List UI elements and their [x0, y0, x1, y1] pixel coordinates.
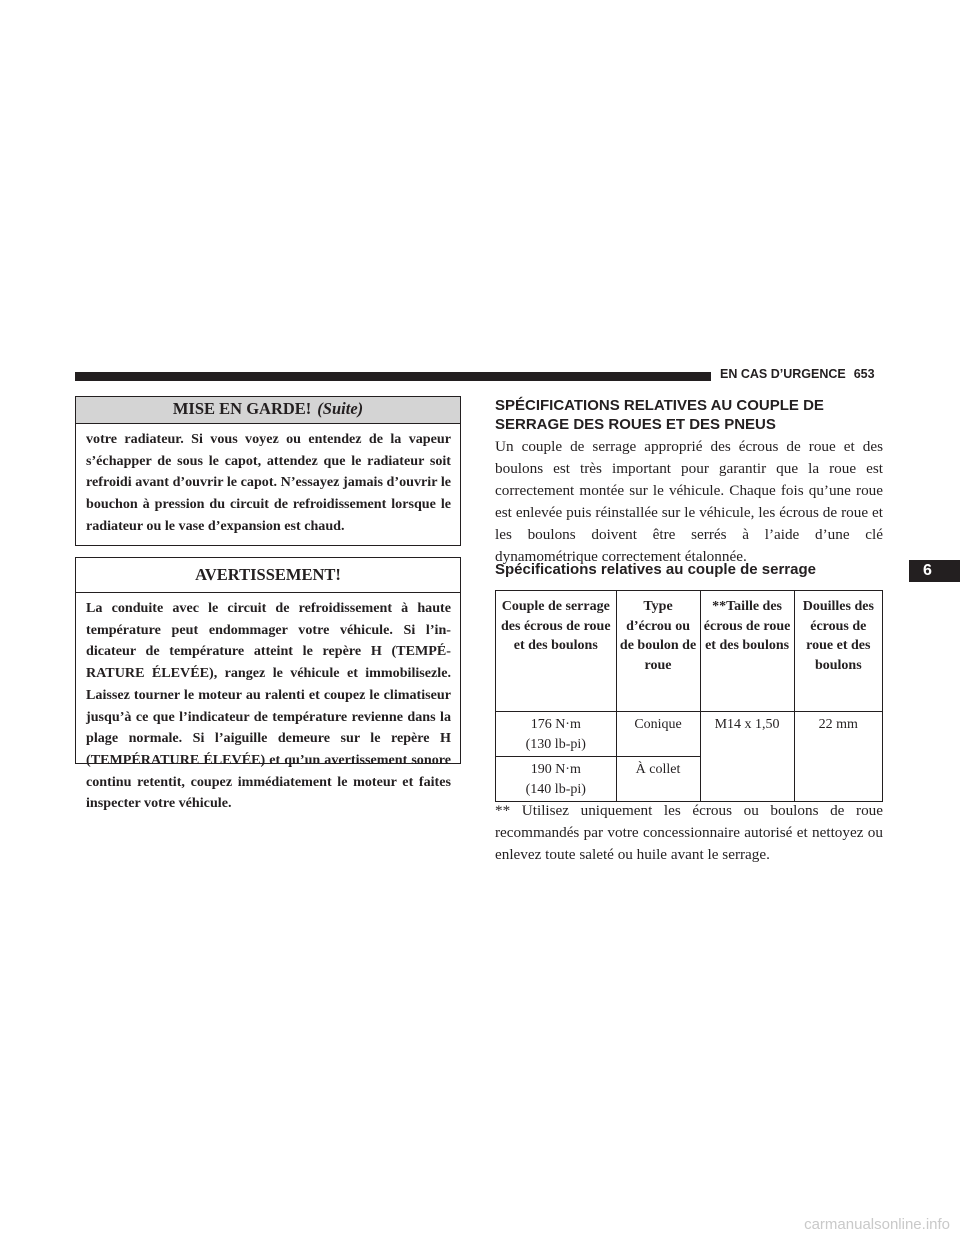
table-header-row [496, 591, 883, 712]
table-cell-torque [496, 757, 617, 802]
running-header [720, 364, 882, 384]
table-footnote: ** Utilisez uniquement les écrous ou boulons de roue recommandés par votre concessionnaire autorisé et nettoyez ou enlevez toute saleté ou huile avant le serrage. [495, 802, 883, 863]
warning-box [75, 557, 461, 812]
table-cell-size: M14 x 1,50 [700, 712, 794, 802]
warning-text: La conduite avec le circuit de refroidissement à haute température peut endommager votre véhicule. Si l’indicateur de température atteint le repère H (TEMPÉRATURE ÉLEVÉE), rangez le véhicule et immobilisezle. Laissez tourner le moteur au ralenti et coupez le climatiseur jusqu’à ce que l’indicateur de température revienne dans la plage normale. Si l’aiguille demeure sur le repère H (TEMPÉRATURE ÉLEVÉE) et qu’un avertissement sonore continu retentit, coupez immédiatement le moteur et faites inspecter votre véhicule. [86, 600, 451, 812]
watermark: carmanualsonline.info [804, 1216, 950, 1233]
table-cell-type: Conique [616, 712, 700, 757]
caution-text: votre radiateur. Si vous voyez ou entendez de la vapeur s’échapper de sous le capot, attendez que le radiateur soit refroidi avant d’ouvrir le capot. N’essayez jamais d’ouvrir le bouchon à pression du circuit de refroidissement lorsque le radiateur ou le vase d’expansion est chaud. [86, 431, 451, 534]
torque-spec-table [495, 590, 883, 802]
table-row [496, 712, 883, 757]
table-header-type: Type d’écrou ou de boulon de roue [616, 591, 700, 712]
table-header-size: **Taille des écrous de roue et des boulons [700, 591, 794, 712]
page-number: 653 [853, 367, 875, 381]
torque-metric: 176 N·m [530, 717, 581, 732]
torque-subheading: Spécifications relatives au couple de serrage [495, 561, 816, 578]
table-cell-socket: 22 mm [794, 712, 882, 802]
caution-title [76, 397, 460, 424]
table-header-socket: Douilles des écrous de roue et des boulons [794, 591, 882, 712]
warning-title: AVERTISSEMENT! [76, 558, 460, 593]
caution-box [75, 396, 461, 546]
section-heading: SPÉCIFICATIONS RELATIVES AU COUPLE DE SERRAGE DES ROUES ET DES PNEUS [495, 397, 824, 433]
torque-imperial: (130 lb-pi) [525, 736, 586, 752]
chapter-tab: 6 [909, 560, 960, 582]
header-section-title: EN CAS D’URGENCE [720, 367, 846, 381]
section-intro: Un couple de serrage approprié des écrous de roue et des boulons est très important pour garantir que la roue est correctement montée sur le véhicule. Chaque fois qu’une roue est enlevée puis réinstallée sur le véhicule, les écrous de roue et les boulons doivent être serrés à l’aide d’une clé dynamométrique correctement étalonnée. [495, 438, 883, 565]
torque-imperial: (140 lb-pi) [525, 781, 586, 797]
table-cell-type: À collet [616, 757, 700, 802]
caution-title-text: MISE EN GARDE! [172, 399, 312, 418]
table-header-torque: Couple de serrage des écrous de roue et des boulons [496, 591, 617, 712]
header-rule [75, 372, 711, 381]
caution-title-suffix: (Suite) [317, 399, 364, 418]
table-cell-torque [496, 712, 617, 757]
torque-metric: 190 N·m [530, 762, 581, 777]
